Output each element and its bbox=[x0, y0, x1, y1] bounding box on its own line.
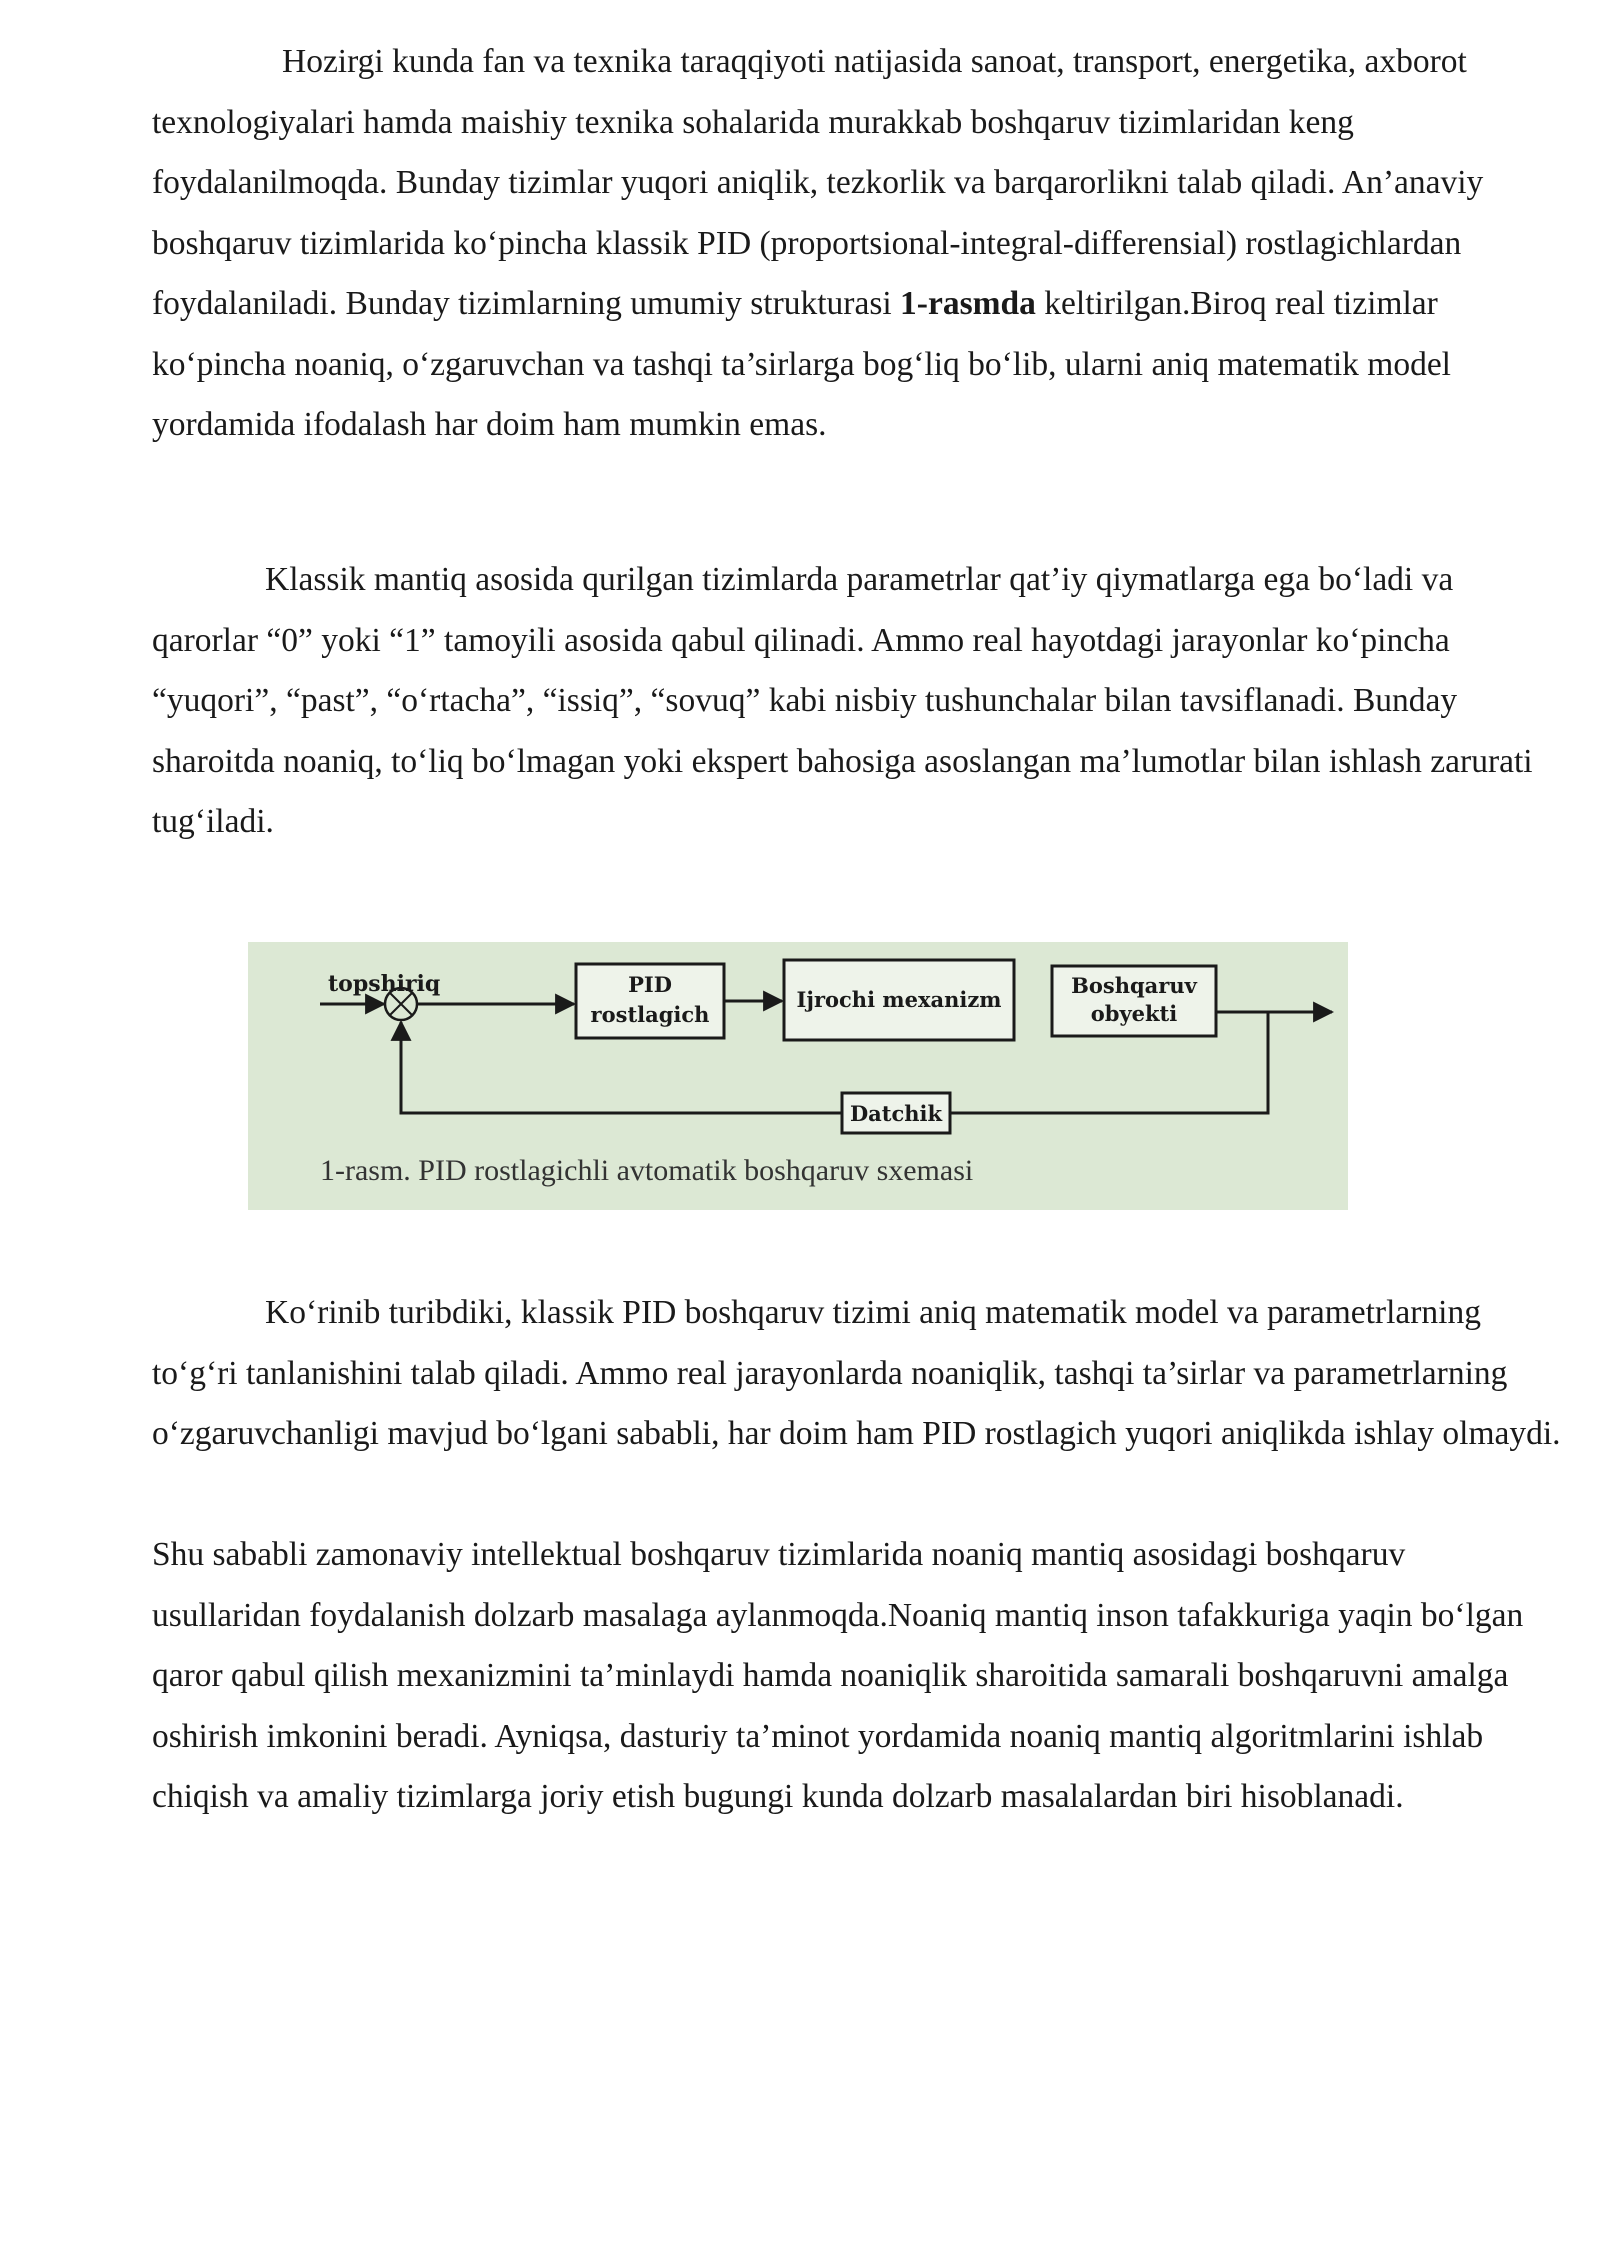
paragraph-intro-text-a: Hozirgi kunda fan va texnika taraqqiyoti natijasida sanoat, transport, energetika, axborot texnologiyalari hamda maishiy texnika sohalarida murakkab boshqaruv tizimlaridan keng foydalanilmoqda. Bunday tizimlar yuqori aniqlik, tezkorlik va barqarorlikni talab qiladi. An’anaviy boshqaruv tizimlarida ko‘pincha klassik PID (proportsional-integral-differensial) rostlagichlardan foydalaniladi. Bunday tizimlarning umumiy strukturasi bbox=[152, 43, 1484, 322]
pid-block-diagram bbox=[248, 942, 1348, 1210]
pid-block bbox=[576, 964, 724, 1038]
object-block-label-1: Boshqaruv bbox=[1071, 973, 1197, 998]
sensor-block bbox=[842, 1093, 950, 1133]
paragraph-intro-text-b: keltirilgan.Biroq real tizimlar ko‘pincha noaniq, o‘zgaruvchan va tashqi ta’sirlarga bog‘liq bo‘lib, ularni aniq matematik model yordamida ifodalash har doim ham mumkin emas. bbox=[152, 285, 1451, 443]
object-block-label-2: obyekti bbox=[1090, 1001, 1178, 1026]
pid-block-label-2: rostlagich bbox=[590, 1002, 710, 1027]
paragraph-fuzzy-logic: Shu sababli zamonaviy intellektual boshqaruv tizimlarida noaniq mantiq asosidagi boshqaruv usullaridan foydalanish dolzarb masalaga aylanmoqda.Noaniq mantiq inson tafakkuriga yaqin bo‘lgan qaror qabul qilish mexanizmini ta’minlaydi hamda noaniqlik sharoitida samarali boshqaruvni amalga oshirish imkonini beradi. Ayniqsa, dasturiy ta’minot yordamida noaniq mantiq algoritmlarini ishlab chiqish va amaliy tizimlarga joriy etish bugungi kunda dolzarb masalalardan biri hisoblanadi. bbox=[152, 1536, 1524, 1815]
pid-block-label-1: PID bbox=[628, 972, 672, 997]
paragraph-intro bbox=[152, 32, 1562, 456]
paragraph-pid-limitations: Ko‘rinib turibdiki, klassik PID boshqaruv tizimi aniq matematik model va parametrlarning to‘g‘ri tanlanishini talab qiladi. Ammo real jarayonlarda noaniqlik, tashqi ta’sirlar va parametrlarning o‘zgaruvchanligi mavjud bo‘lgani sababli, har doim ham PID rostlagich yuqori aniqlikda ishlay olmaydi. bbox=[152, 1294, 1561, 1452]
input-label: topshiriq bbox=[328, 971, 441, 997]
sensor-block-label: Datchik bbox=[849, 1101, 943, 1126]
object-block bbox=[1052, 966, 1216, 1036]
figure-caption: 1-rasm. PID rostlagichli avtomatik boshqaruv sxemasi bbox=[320, 1154, 974, 1187]
figure-reference: 1-rasmda bbox=[900, 285, 1036, 322]
paragraph-classic-logic: Klassik mantiq asosida qurilgan tizimlarda parametrlar qat’iy qiymatlarga ega bo‘ladi va qarorlar “0” yoki “1” tamoyili asosida qabul qilinadi. Ammo real hayotdagi jarayonlar ko‘pincha “yuqori”, “past”, “o‘rtacha”, “issiq”, “sovuq” kabi nisbiy tushunchalar bilan tavsiflanadi. Bunday sharoitda noaniq, to‘liq bo‘lmagan yoki ekspert bahosiga asoslangan ma’lumotlar bilan ishlash zarurati tug‘iladi. bbox=[152, 561, 1533, 840]
actuator-block bbox=[784, 960, 1014, 1040]
actuator-block-label: Ijrochi mexanizm bbox=[796, 987, 1002, 1012]
